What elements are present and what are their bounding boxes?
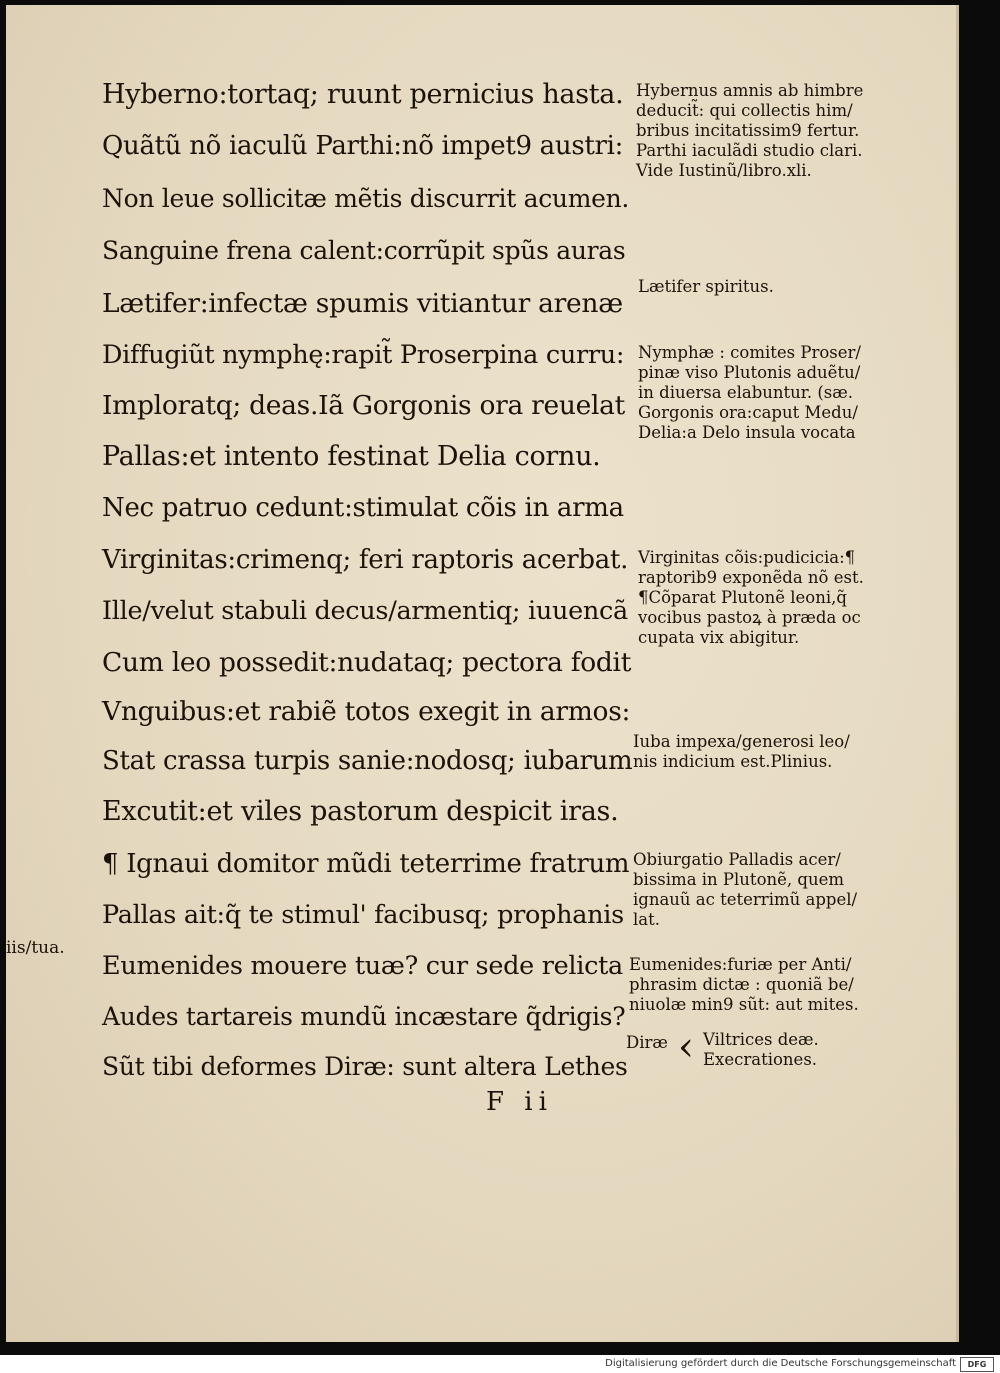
- verse-line: Vnguibus:et rabiẽ totos exegit in armos:: [102, 696, 631, 727]
- verse-line: Pallas ait:q̃ te stimul' facibusq; prophanis: [102, 900, 624, 930]
- verse-line: Quãtũ nõ iaculũ Parthi:nõ impet9 austri:: [102, 131, 624, 161]
- brace-icon: ‹: [678, 1024, 694, 1070]
- verse-line: Sanguine frena calent:corrũpit spũs auras: [102, 236, 626, 265]
- verse-line: Ille/velut stabuli decus/armentiq; iuuencã: [102, 596, 628, 626]
- footer-bar: [0, 1355, 1000, 1373]
- verse-line: Nec patruo cedunt:stimulat cõis in arma: [102, 493, 624, 523]
- verse-line: Non leue sollicitæ mẽtis discurrit acumen.: [102, 184, 630, 213]
- verse-line: ¶ Ignaui domitor mũdi teterrime fratrum: [102, 849, 630, 879]
- marginal-gloss: Nymphæ : comites Proser/ pinæ viso Plutonis aduẽtu/ in diuersa elabuntur. (sæ. Gorgonis ora:caput Medu/ Delia:a Delo insula vocata: [638, 343, 861, 442]
- marginal-gloss: Virginitas cõis:pudicicia:¶ raptorib9 exponẽda nõ est. ¶Cõparat Plutonẽ leoni,q̃ vocibus pastoꝝ à præda oc cupata vix abigitur.: [638, 548, 864, 647]
- verse-line: Pallas:et intento festinat Delia cornu.: [102, 441, 601, 472]
- verse-line: Hyberno:tortaq; ruunt pernicius hasta.: [102, 79, 624, 110]
- verse-line: Lætifer:infectæ spumis vitiantur arenæ: [102, 288, 623, 319]
- marginal-gloss: Eumenides:furiæ per Anti/ phrasim dictæ : quoniã be/ niuolæ min9 sũt: aut mites.: [629, 955, 859, 1014]
- verse-line: Audes tartareis mundũ incæstare q̃drigis?: [102, 1002, 626, 1031]
- dfg-logo-icon: DFG: [960, 1357, 994, 1372]
- marginal-gloss: Obiurgatio Palladis acer/ bissima in Plutonẽ, quem ignauũ ac teterrimũ appel/ lat.: [633, 850, 858, 929]
- marginal-gloss: Viltrices deæ. Execrationes.: [703, 1030, 819, 1069]
- verse-line: Sũt tibi deformes Diræ: sunt altera Lethes: [102, 1052, 628, 1081]
- marginal-gloss: Hybernus amnis ab himbre deducit̃: qui collectis him/ bribus incitatissim9 fertur. Parthi iaculãdi studio clari. Vide Iustinũ/libro.xli.: [636, 81, 864, 180]
- credit-text: Digitalisierung gefördert durch die Deutsche Forschungsgemeinschaft: [605, 1358, 956, 1369]
- book-page: [6, 5, 959, 1342]
- signature-mark: F ii: [486, 1087, 553, 1117]
- verse-line: Excutit:et viles pastorum despicit iras.: [102, 796, 619, 827]
- dirae-label: Diræ: [626, 1033, 668, 1052]
- verse-line: Diffugiũt nymphę:rapit̃ Proserpina curru:: [102, 340, 625, 370]
- verse-line: Eumenides mouere tuæ? cur sede relicta: [102, 951, 623, 981]
- marginal-gloss: Iuba impexa/generosi leo/ nis indicium est.Plinius.: [633, 732, 850, 771]
- verse-line: Virginitas:crimenq; feri raptoris acerbat.: [102, 545, 629, 575]
- marginal-gloss: Lætifer spiritus.: [638, 277, 774, 296]
- facing-page-fragment: iis/tua.: [6, 938, 65, 958]
- verse-line: Imploratq; deas.Iã Gorgonis ora reuelat: [102, 390, 626, 421]
- verse-line: Cum leo possedit:nudataq; pectora fodit: [102, 647, 632, 678]
- verse-line: Stat crassa turpis sanie:nodosq; iubarum: [102, 746, 633, 776]
